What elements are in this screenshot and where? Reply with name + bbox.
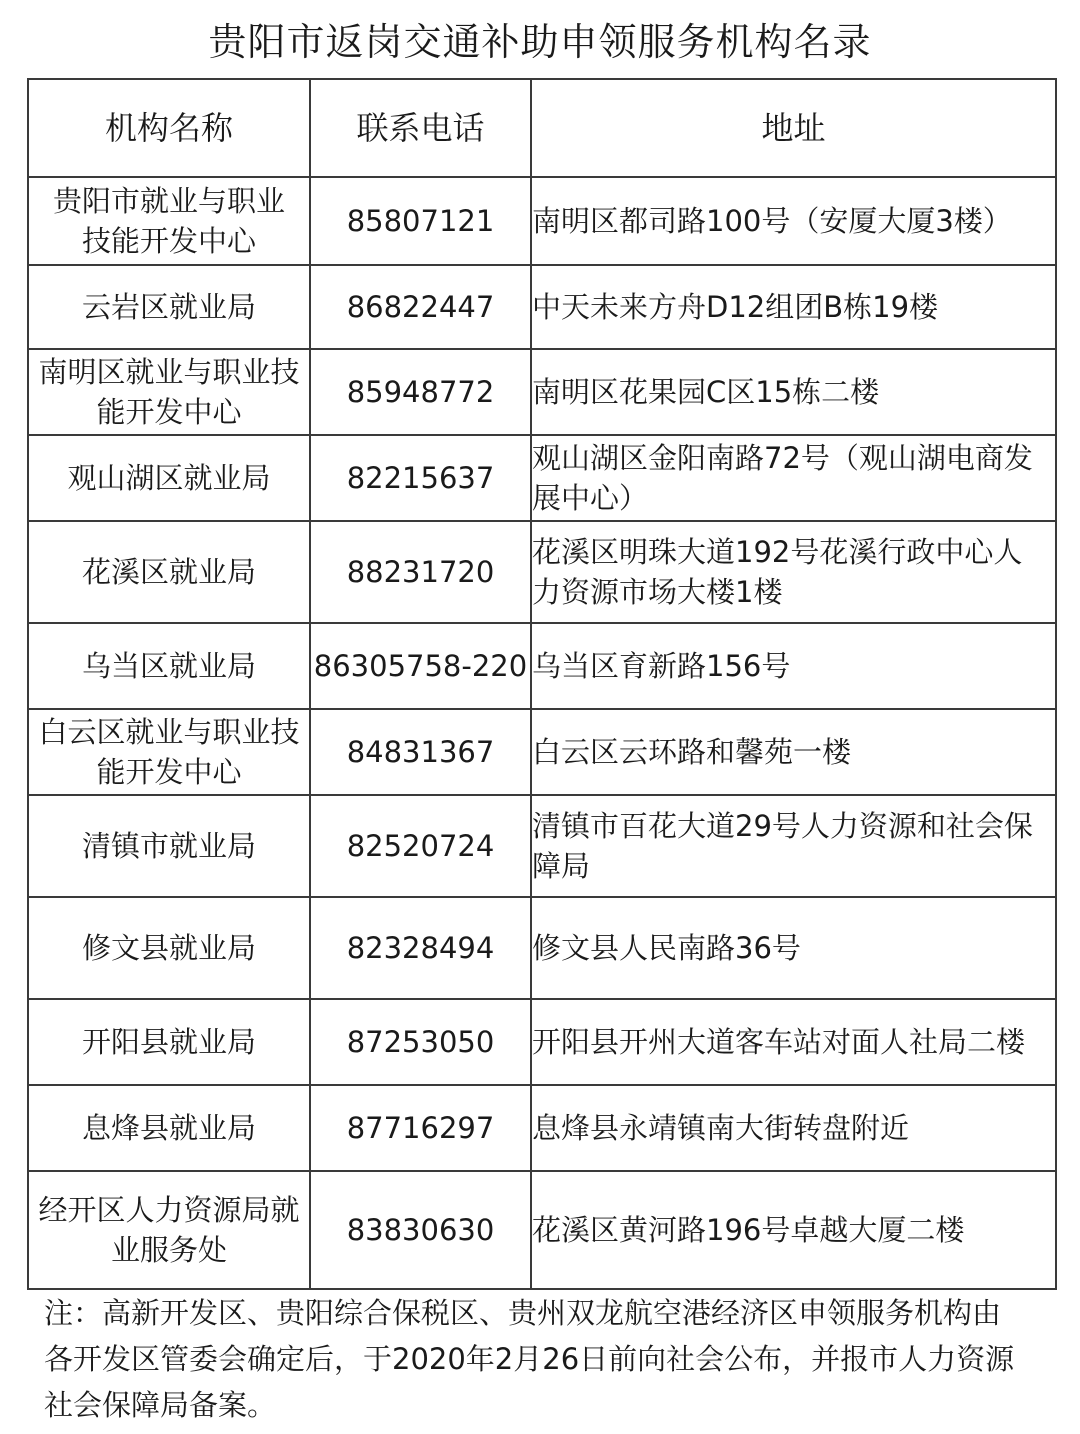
address-line: 花溪区黄河路196号卓越大厦二楼 [532, 1213, 965, 1247]
org-name-cell [27, 898, 311, 1000]
address-line: 中天未来方舟D12组团B栋19楼 [532, 290, 939, 324]
address-cell [532, 1172, 1057, 1290]
address-line: 花溪区明珠大道192号花溪行政中心人 [532, 535, 1023, 569]
address-cell [532, 710, 1057, 796]
address-cell [532, 898, 1057, 1000]
phone-cell: 84831367 [311, 710, 532, 796]
org-name-cell [27, 1172, 311, 1290]
address-cell [532, 1000, 1057, 1086]
footnote-line: 各开发区管委会确定后，于2020年2月26日前向社会公布，并报市人力资源 [44, 1342, 1015, 1376]
footnote-line: 社会保障局备案。 [44, 1388, 277, 1422]
footnote-line: 注：高新开发区、贵阳综合保税区、贵州双龙航空港经济区申领服务机构由 [44, 1296, 1002, 1330]
org-name-line: 业服务处 [110, 1233, 227, 1267]
address-line: 南明区都司路100号（安厦大厦3楼） [532, 204, 1012, 238]
org-name-line: 云岩区就业局 [81, 290, 256, 324]
org-name-line: 观山湖区就业局 [67, 461, 271, 495]
table-row [27, 898, 1057, 1000]
table-row [27, 1172, 1057, 1290]
address-line: 修文县人民南路36号 [532, 931, 801, 965]
page-title: 贵阳市返岗交通补助申领服务机构名录 [208, 20, 872, 64]
org-name-line: 技能开发中心 [81, 224, 256, 258]
org-name-cell [27, 266, 311, 350]
org-name-line: 贵阳市就业与职业 [52, 184, 285, 218]
address-cell [532, 436, 1057, 522]
address-cell [532, 1086, 1057, 1172]
address-line: 力资源市场大楼1楼 [532, 575, 783, 609]
table-row [27, 178, 1057, 266]
address-line: 障局 [532, 849, 591, 883]
table-row [27, 710, 1057, 796]
org-name-cell [27, 522, 311, 624]
org-name-line: 花溪区就业局 [81, 555, 256, 589]
table-row [27, 266, 1057, 350]
address-cell [532, 178, 1057, 266]
header-cell-address: 地址 [532, 78, 1057, 178]
address-line: 展中心） [532, 481, 649, 515]
table-row [27, 796, 1057, 898]
address-cell [532, 522, 1057, 624]
org-name-line: 乌当区就业局 [81, 649, 256, 683]
address-line: 乌当区育新路156号 [532, 649, 791, 683]
table-row [27, 436, 1057, 522]
org-name-cell [27, 710, 311, 796]
address-line: 白云区云环路和馨苑一楼 [532, 735, 852, 769]
address-line: 清镇市百花大道29号人力资源和社会保 [532, 809, 1033, 843]
phone-cell: 85807121 [311, 178, 532, 266]
org-name-cell [27, 624, 311, 710]
footnote [44, 1290, 1044, 1428]
phone-cell: 82520724 [311, 796, 532, 898]
org-name-line: 清镇市就业局 [81, 829, 256, 863]
table-header-row [27, 78, 1057, 178]
table-row [27, 1086, 1057, 1172]
address-cell [532, 350, 1057, 436]
org-name-line: 经开区人力资源局就 [38, 1193, 300, 1227]
org-name-cell [27, 796, 311, 898]
address-cell [532, 266, 1057, 350]
address-cell [532, 796, 1057, 898]
phone-cell: 87716297 [311, 1086, 532, 1172]
table-row [27, 522, 1057, 624]
phone-cell: 85948772 [311, 350, 532, 436]
phone-cell: 82328494 [311, 898, 532, 1000]
address-line: 观山湖区金阳南路72号（观山湖电商发 [532, 441, 1033, 475]
phone-cell: 86822447 [311, 266, 532, 350]
org-name-line: 白云区就业与职业技 [38, 715, 300, 749]
org-name-cell [27, 1086, 311, 1172]
address-line: 南明区花果园C区15栋二楼 [532, 375, 880, 409]
address-line: 息烽县永靖镇南大街转盘附近 [532, 1111, 910, 1145]
table-row [27, 1000, 1057, 1086]
header-cell-name: 机构名称 [27, 78, 311, 178]
phone-cell: 82215637 [311, 436, 532, 522]
address-cell [532, 624, 1057, 710]
org-name-line: 能开发中心 [96, 395, 242, 429]
org-name-line: 能开发中心 [96, 755, 242, 789]
org-name-line: 南明区就业与职业技 [38, 355, 300, 389]
phone-cell: 83830630 [311, 1172, 532, 1290]
org-name-line: 息烽县就业局 [81, 1111, 256, 1145]
header-cell-phone: 联系电话 [311, 78, 532, 178]
phone-cell: 87253050 [311, 1000, 532, 1086]
org-name-cell [27, 436, 311, 522]
org-name-cell [27, 350, 311, 436]
org-name-line: 修文县就业局 [81, 931, 256, 965]
directory-table [27, 78, 1057, 1290]
phone-cell: 88231720 [311, 522, 532, 624]
table-row [27, 350, 1057, 436]
org-name-cell [27, 1000, 311, 1086]
org-name-line: 开阳县就业局 [81, 1025, 256, 1059]
address-line: 开阳县开州大道客车站对面人社局二楼 [532, 1025, 1026, 1059]
table-row [27, 624, 1057, 710]
org-name-cell [27, 178, 311, 266]
phone-cell: 86305758-220 [311, 624, 532, 710]
